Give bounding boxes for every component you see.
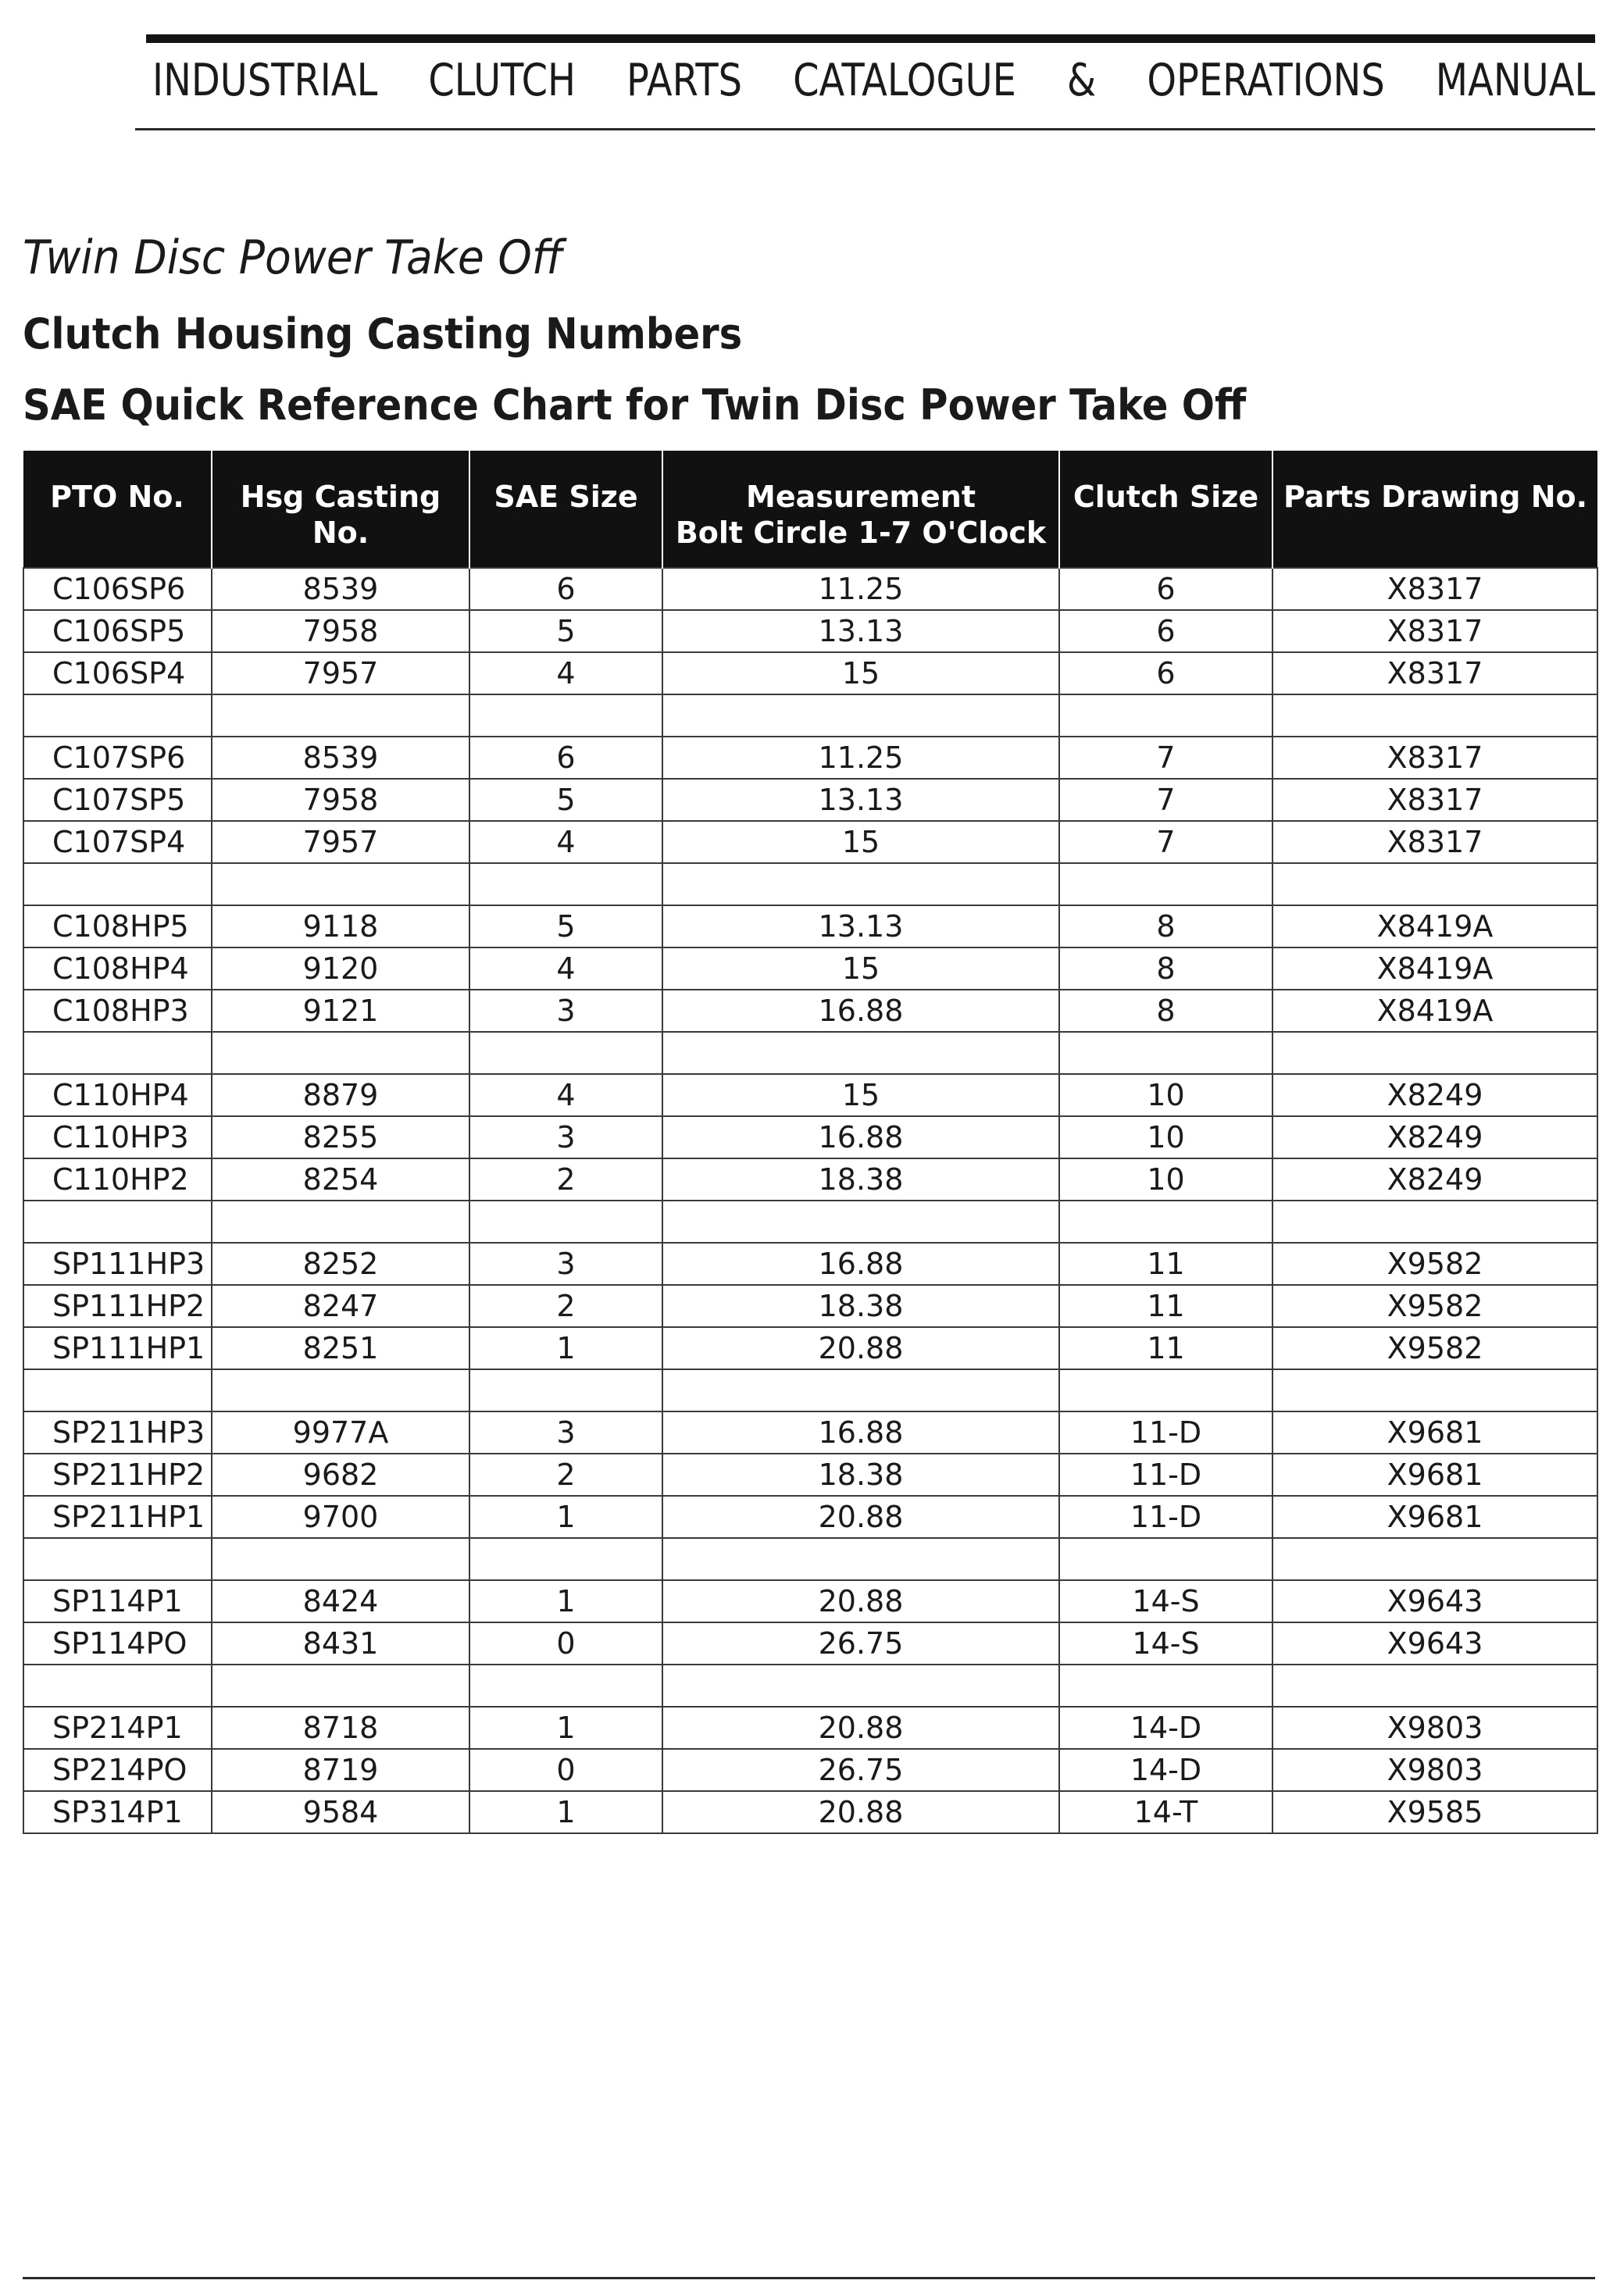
cell-measurement: 11.25 <box>662 568 1059 610</box>
cell-hsg-casting-no: 8879 <box>212 1074 469 1116</box>
cell-clutch-size: 11 <box>1059 1243 1272 1285</box>
empty-cell <box>1059 694 1272 737</box>
cell-hsg-casting-no: 8252 <box>212 1243 469 1285</box>
column-header-hsg-casting-no: Hsg Casting No. <box>212 451 469 568</box>
empty-cell <box>1059 1538 1272 1580</box>
cell-parts-drawing-no: X8249 <box>1272 1158 1597 1201</box>
cell-measurement: 13.13 <box>662 905 1059 947</box>
cell-pto-no: SP214P1 <box>23 1707 212 1749</box>
cell-measurement: 16.88 <box>662 990 1059 1032</box>
empty-cell <box>662 694 1059 737</box>
cell-measurement: 26.75 <box>662 1622 1059 1665</box>
cell-sae-size: 1 <box>469 1580 662 1622</box>
cell-clutch-size: 11-D <box>1059 1411 1272 1454</box>
table-row <box>23 1285 1597 1327</box>
cell-sae-size: 1 <box>469 1707 662 1749</box>
cell-hsg-casting-no: 8251 <box>212 1327 469 1369</box>
empty-cell <box>23 1538 212 1580</box>
section-subtitle: Twin Disc Power Take Off <box>23 230 563 285</box>
cell-measurement: 20.88 <box>662 1791 1059 1833</box>
cell-clutch-size: 10 <box>1059 1158 1272 1201</box>
table-row <box>23 610 1597 652</box>
table-row <box>23 947 1597 990</box>
table-row <box>23 1116 1597 1158</box>
cell-pto-no: SP111HP3 <box>23 1243 212 1285</box>
cell-parts-drawing-no: X8317 <box>1272 779 1597 821</box>
table-row <box>23 1749 1597 1791</box>
table-spacer-row <box>23 1369 1597 1411</box>
cell-clutch-size: 14-D <box>1059 1749 1272 1791</box>
cell-sae-size: 3 <box>469 1243 662 1285</box>
cell-parts-drawing-no: X8419A <box>1272 947 1597 990</box>
empty-cell <box>23 1369 212 1411</box>
empty-cell <box>212 1538 469 1580</box>
cell-clutch-size: 14-D <box>1059 1707 1272 1749</box>
cell-pto-no: SP211HP2 <box>23 1454 212 1496</box>
cell-parts-drawing-no: X8317 <box>1272 568 1597 610</box>
page-header: INDUSTRIAL CLUTCH PARTS CATALOGUE & OPERATIONS MANUAL <box>152 55 1596 106</box>
column-header-pto-no: PTO No. <box>23 451 212 568</box>
cell-measurement: 15 <box>662 821 1059 863</box>
cell-hsg-casting-no: 7957 <box>212 821 469 863</box>
cell-hsg-casting-no: 9700 <box>212 1496 469 1538</box>
cell-clutch-size: 8 <box>1059 905 1272 947</box>
table-row <box>23 990 1597 1032</box>
table-row <box>23 1327 1597 1369</box>
empty-cell <box>469 1369 662 1411</box>
cell-pto-no: SP111HP2 <box>23 1285 212 1327</box>
empty-cell <box>23 1665 212 1707</box>
cell-clutch-size: 6 <box>1059 652 1272 694</box>
cell-parts-drawing-no: X8317 <box>1272 652 1597 694</box>
cell-pto-no: C107SP6 <box>23 737 212 779</box>
cell-clutch-size: 11 <box>1059 1327 1272 1369</box>
top-rule <box>146 34 1595 43</box>
table-row <box>23 652 1597 694</box>
cell-measurement: 15 <box>662 652 1059 694</box>
empty-cell <box>469 863 662 905</box>
table-row <box>23 905 1597 947</box>
cell-parts-drawing-no: X9681 <box>1272 1496 1597 1538</box>
cell-measurement: 20.88 <box>662 1707 1059 1749</box>
cell-parts-drawing-no: X9643 <box>1272 1580 1597 1622</box>
cell-measurement: 13.13 <box>662 610 1059 652</box>
cell-pto-no: C106SP5 <box>23 610 212 652</box>
cell-clutch-size: 8 <box>1059 990 1272 1032</box>
cell-measurement: 18.38 <box>662 1158 1059 1201</box>
cell-sae-size: 1 <box>469 1496 662 1538</box>
cell-pto-no: SP114PO <box>23 1622 212 1665</box>
empty-cell <box>469 1538 662 1580</box>
empty-cell <box>1272 1369 1597 1411</box>
cell-measurement: 18.38 <box>662 1454 1059 1496</box>
empty-cell <box>23 1201 212 1243</box>
cell-clutch-size: 6 <box>1059 568 1272 610</box>
empty-cell <box>1272 1032 1597 1074</box>
empty-cell <box>23 1032 212 1074</box>
cell-clutch-size: 10 <box>1059 1074 1272 1116</box>
bottom-rule <box>23 2277 1595 2279</box>
cell-parts-drawing-no: X9803 <box>1272 1749 1597 1791</box>
cell-measurement: 11.25 <box>662 737 1059 779</box>
empty-cell <box>1272 1665 1597 1707</box>
cell-sae-size: 4 <box>469 947 662 990</box>
table-spacer-row <box>23 1665 1597 1707</box>
cell-sae-size: 3 <box>469 1411 662 1454</box>
cell-measurement: 13.13 <box>662 779 1059 821</box>
cell-clutch-size: 14-S <box>1059 1622 1272 1665</box>
empty-cell <box>212 863 469 905</box>
cell-sae-size: 1 <box>469 1791 662 1833</box>
cell-measurement: 26.75 <box>662 1749 1059 1791</box>
cell-clutch-size: 11-D <box>1059 1496 1272 1538</box>
cell-sae-size: 5 <box>469 779 662 821</box>
cell-parts-drawing-no: X8419A <box>1272 990 1597 1032</box>
cell-pto-no: C106SP4 <box>23 652 212 694</box>
column-header-parts-drawing-no: Parts Drawing No. <box>1272 451 1597 568</box>
cell-parts-drawing-no: X8249 <box>1272 1074 1597 1116</box>
cell-parts-drawing-no: X8419A <box>1272 905 1597 947</box>
cell-measurement: 16.88 <box>662 1243 1059 1285</box>
empty-cell <box>662 1369 1059 1411</box>
table-header <box>23 451 1597 568</box>
cell-hsg-casting-no: 8431 <box>212 1622 469 1665</box>
empty-cell <box>212 694 469 737</box>
cell-hsg-casting-no: 7957 <box>212 652 469 694</box>
empty-cell <box>1059 1369 1272 1411</box>
cell-parts-drawing-no: X9582 <box>1272 1243 1597 1285</box>
column-header-measurement-line2: Bolt Circle 1-7 O'Clock <box>675 516 1047 550</box>
empty-cell <box>212 1369 469 1411</box>
table-row <box>23 821 1597 863</box>
table-row <box>23 1580 1597 1622</box>
cell-sae-size: 6 <box>469 737 662 779</box>
cell-pto-no: C107SP4 <box>23 821 212 863</box>
empty-cell <box>469 1032 662 1074</box>
cell-hsg-casting-no: 7958 <box>212 779 469 821</box>
empty-cell <box>212 1665 469 1707</box>
cell-measurement: 20.88 <box>662 1496 1059 1538</box>
header-rule <box>135 128 1595 130</box>
cell-pto-no: C108HP3 <box>23 990 212 1032</box>
cell-parts-drawing-no: X8317 <box>1272 610 1597 652</box>
cell-sae-size: 1 <box>469 1327 662 1369</box>
cell-hsg-casting-no: 9584 <box>212 1791 469 1833</box>
cell-sae-size: 5 <box>469 905 662 947</box>
column-header-measurement-line1: Measurement <box>746 480 976 514</box>
table-body <box>23 568 1597 1833</box>
cell-clutch-size: 14-S <box>1059 1580 1272 1622</box>
empty-cell <box>469 1665 662 1707</box>
cell-parts-drawing-no: X8317 <box>1272 737 1597 779</box>
cell-hsg-casting-no: 8254 <box>212 1158 469 1201</box>
cell-hsg-casting-no: 9118 <box>212 905 469 947</box>
cell-hsg-casting-no: 8539 <box>212 737 469 779</box>
cell-measurement: 15 <box>662 947 1059 990</box>
column-header-clutch-size: Clutch Size <box>1059 451 1272 568</box>
empty-cell <box>212 1032 469 1074</box>
cell-sae-size: 0 <box>469 1749 662 1791</box>
cell-clutch-size: 10 <box>1059 1116 1272 1158</box>
cell-sae-size: 6 <box>469 568 662 610</box>
cell-sae-size: 5 <box>469 610 662 652</box>
cell-parts-drawing-no: X9585 <box>1272 1791 1597 1833</box>
table-spacer-row <box>23 694 1597 737</box>
cell-measurement: 16.88 <box>662 1116 1059 1158</box>
cell-parts-drawing-no: X9582 <box>1272 1327 1597 1369</box>
empty-cell <box>1059 1032 1272 1074</box>
cell-parts-drawing-no: X8249 <box>1272 1116 1597 1158</box>
cell-hsg-casting-no: 8718 <box>212 1707 469 1749</box>
empty-cell <box>1059 1665 1272 1707</box>
cell-parts-drawing-no: X9582 <box>1272 1285 1597 1327</box>
cell-sae-size: 4 <box>469 652 662 694</box>
cell-pto-no: C108HP5 <box>23 905 212 947</box>
empty-cell <box>1272 1201 1597 1243</box>
cell-measurement: 20.88 <box>662 1327 1059 1369</box>
empty-cell <box>469 694 662 737</box>
cell-pto-no: C110HP3 <box>23 1116 212 1158</box>
table-row <box>23 1411 1597 1454</box>
cell-pto-no: SP114P1 <box>23 1580 212 1622</box>
cell-clutch-size: 6 <box>1059 610 1272 652</box>
column-header-sae-size: SAE Size <box>469 451 662 568</box>
table-spacer-row <box>23 1538 1597 1580</box>
cell-clutch-size: 7 <box>1059 779 1272 821</box>
table-row <box>23 1791 1597 1833</box>
pto-table <box>23 451 1598 1834</box>
cell-hsg-casting-no: 9682 <box>212 1454 469 1496</box>
column-header-measurement <box>662 451 1059 568</box>
table-spacer-row <box>23 1032 1597 1074</box>
cell-sae-size: 3 <box>469 990 662 1032</box>
table-row <box>23 737 1597 779</box>
table-row <box>23 568 1597 610</box>
cell-clutch-size: 11-D <box>1059 1454 1272 1496</box>
section-heading-casting-numbers: Clutch Housing Casting Numbers <box>23 309 743 359</box>
cell-sae-size: 4 <box>469 1074 662 1116</box>
cell-hsg-casting-no: 8247 <box>212 1285 469 1327</box>
table-spacer-row <box>23 1201 1597 1243</box>
cell-sae-size: 4 <box>469 821 662 863</box>
cell-sae-size: 2 <box>469 1158 662 1201</box>
empty-cell <box>662 1201 1059 1243</box>
empty-cell <box>1059 1201 1272 1243</box>
cell-measurement: 16.88 <box>662 1411 1059 1454</box>
empty-cell <box>1272 863 1597 905</box>
cell-hsg-casting-no: 8539 <box>212 568 469 610</box>
table-row <box>23 1707 1597 1749</box>
cell-clutch-size: 7 <box>1059 737 1272 779</box>
empty-cell <box>212 1201 469 1243</box>
cell-parts-drawing-no: X9681 <box>1272 1454 1597 1496</box>
cell-pto-no: C110HP2 <box>23 1158 212 1201</box>
table-row <box>23 1622 1597 1665</box>
empty-cell <box>662 1538 1059 1580</box>
cell-pto-no: SP211HP1 <box>23 1496 212 1538</box>
empty-cell <box>23 863 212 905</box>
section-heading-sae-chart: SAE Quick Reference Chart for Twin Disc Power Take Off <box>23 380 1247 430</box>
cell-clutch-size: 11 <box>1059 1285 1272 1327</box>
cell-sae-size: 2 <box>469 1454 662 1496</box>
empty-cell <box>1272 1538 1597 1580</box>
empty-cell <box>1059 863 1272 905</box>
cell-measurement: 18.38 <box>662 1285 1059 1327</box>
cell-pto-no: SP314P1 <box>23 1791 212 1833</box>
cell-clutch-size: 8 <box>1059 947 1272 990</box>
cell-pto-no: C106SP6 <box>23 568 212 610</box>
cell-pto-no: C110HP4 <box>23 1074 212 1116</box>
table-row <box>23 1074 1597 1116</box>
table-row <box>23 1158 1597 1201</box>
cell-sae-size: 3 <box>469 1116 662 1158</box>
empty-cell <box>662 1032 1059 1074</box>
cell-parts-drawing-no: X9803 <box>1272 1707 1597 1749</box>
cell-hsg-casting-no: 8255 <box>212 1116 469 1158</box>
table-row <box>23 1454 1597 1496</box>
cell-sae-size: 2 <box>469 1285 662 1327</box>
cell-hsg-casting-no: 8424 <box>212 1580 469 1622</box>
pto-reference-table <box>23 451 1597 1834</box>
empty-cell <box>469 1201 662 1243</box>
cell-pto-no: SP111HP1 <box>23 1327 212 1369</box>
empty-cell <box>662 863 1059 905</box>
cell-measurement: 15 <box>662 1074 1059 1116</box>
table-spacer-row <box>23 863 1597 905</box>
cell-clutch-size: 7 <box>1059 821 1272 863</box>
cell-hsg-casting-no: 9120 <box>212 947 469 990</box>
table-row <box>23 779 1597 821</box>
table-row <box>23 1496 1597 1538</box>
cell-hsg-casting-no: 9977A <box>212 1411 469 1454</box>
cell-hsg-casting-no: 8719 <box>212 1749 469 1791</box>
cell-parts-drawing-no: X9681 <box>1272 1411 1597 1454</box>
cell-sae-size: 0 <box>469 1622 662 1665</box>
cell-pto-no: C108HP4 <box>23 947 212 990</box>
empty-cell <box>23 694 212 737</box>
cell-hsg-casting-no: 9121 <box>212 990 469 1032</box>
cell-pto-no: SP214PO <box>23 1749 212 1791</box>
cell-parts-drawing-no: X9643 <box>1272 1622 1597 1665</box>
cell-clutch-size: 14-T <box>1059 1791 1272 1833</box>
cell-parts-drawing-no: X8317 <box>1272 821 1597 863</box>
cell-pto-no: SP211HP3 <box>23 1411 212 1454</box>
table-header-row <box>23 451 1597 568</box>
empty-cell <box>662 1665 1059 1707</box>
table-row <box>23 1243 1597 1285</box>
cell-measurement: 20.88 <box>662 1580 1059 1622</box>
empty-cell <box>1272 694 1597 737</box>
cell-pto-no: C107SP5 <box>23 779 212 821</box>
cell-hsg-casting-no: 7958 <box>212 610 469 652</box>
